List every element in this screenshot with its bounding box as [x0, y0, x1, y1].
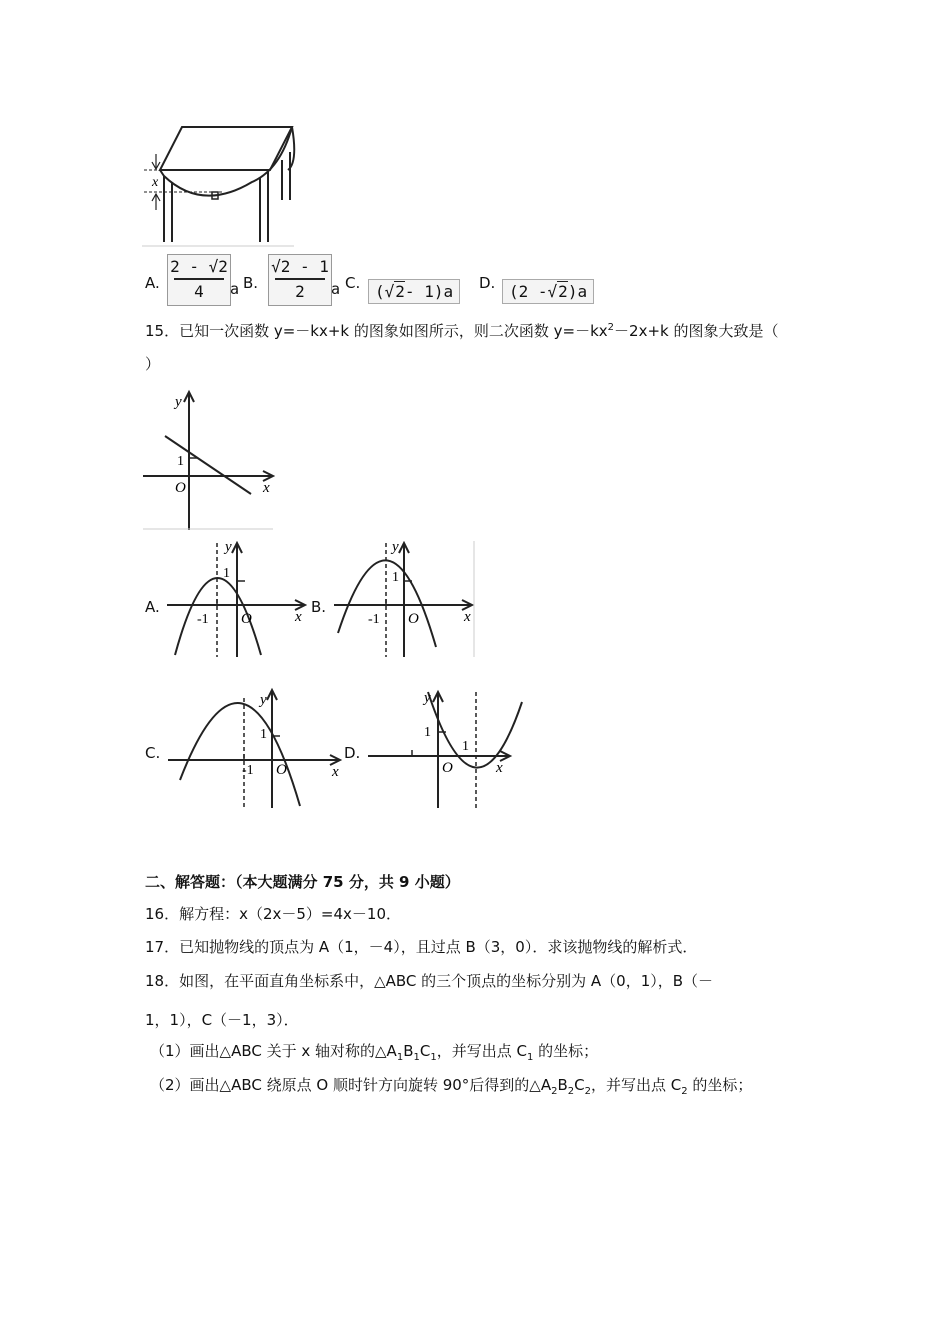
text-seg: ，并写出点 C [591, 1076, 682, 1094]
text-seg: 的坐标； [687, 1076, 753, 1094]
tick-label-neg1: -1 [242, 763, 254, 778]
q17-text: 17．已知抛物线的顶点为 A（1，－4），且过点 B（3，0）．求该抛物线的解析式． [145, 938, 698, 956]
q14-x-label: x [152, 175, 159, 190]
tick-label-x1: 1 [462, 739, 469, 754]
tick-label-1: 1 [392, 570, 399, 585]
text-seg: B [557, 1076, 568, 1094]
q18-part1 [150, 1041, 598, 1068]
axis-label-y: y [260, 692, 267, 708]
fraction-bar [174, 278, 224, 280]
text-seg: （2）画出△ABC 绕原点 O 顺时针方向旋转 90°后得到的△A [150, 1076, 552, 1094]
q18-line2: 1，1），C（－1，3）． [145, 1011, 299, 1029]
q15-option-a-graph [167, 541, 307, 657]
q15-text-post: －2x+k 的图象大致是（ [614, 322, 779, 340]
q15-option-c-label: C. [145, 744, 161, 762]
text-seg: （1）画出△ABC 关于 x 轴对称的△A [150, 1042, 397, 1060]
q14-table-figure [142, 122, 297, 248]
q14-option-d-label: D. [479, 274, 496, 292]
q15-option-a-label: A. [145, 598, 160, 616]
q15-option-d-label: D. [344, 744, 361, 762]
c-expr-open: ( [375, 282, 385, 301]
axis-label-y: y [424, 690, 431, 706]
axis-label-x: x [295, 609, 302, 625]
axis-label-x: x [464, 609, 471, 625]
d-expr-open: (2 - [509, 282, 548, 301]
q14-option-b-numerator: √2 - 1 [271, 257, 329, 276]
q14-option-b-suffix: a [331, 280, 341, 298]
subscript: 1 [526, 1052, 534, 1063]
subscript: 1 [413, 1052, 420, 1063]
subscript: 2 [567, 1086, 575, 1097]
d-expr-radicand: 2 [558, 282, 568, 301]
sqrt-sign: √ [384, 282, 395, 301]
q15-text-sup: 2 [607, 322, 615, 333]
subscript: 2 [584, 1086, 592, 1097]
axis-label-y: y [175, 394, 182, 410]
q14-option-c-label: C. [345, 274, 361, 292]
sqrt-sign: √ [547, 282, 558, 301]
q18-part2 [150, 1075, 752, 1102]
q15-option-b-graph [334, 541, 476, 657]
d-expr-close: )a [567, 282, 588, 301]
tick-label-neg1: -1 [197, 612, 209, 627]
q15-option-d-graph [368, 688, 524, 808]
origin-label: O [408, 611, 419, 627]
origin-label: O [175, 480, 186, 496]
axis-label-x: x [332, 764, 339, 780]
tick-label-1: 1 [260, 727, 267, 742]
q14-option-b-fraction [268, 254, 332, 306]
q14-option-b-denominator: 2 [295, 282, 305, 301]
section-heading: 二、解答题：（本大题满分 75 分，共 9 小题） [145, 873, 460, 891]
q15-option-b-label: B. [311, 598, 327, 616]
q14-option-a-fraction [167, 254, 231, 306]
axis-label-x: x [263, 480, 270, 496]
q15-question-line2: ） [145, 355, 161, 373]
text-seg: C [419, 1042, 431, 1060]
q15-text-pre: 15．已知一次函数 y=－kx+k 的图象如图所示，则二次函数 y=－kx [145, 322, 608, 340]
subscript: 2 [551, 1086, 558, 1097]
tick-label-1: 1 [223, 566, 230, 581]
origin-label: O [241, 611, 252, 627]
subscript: 1 [430, 1052, 437, 1063]
tick-label-neg1: -1 [368, 612, 380, 627]
q15-option-c-graph [168, 676, 344, 808]
q15-linear-graph [143, 388, 275, 530]
axis-label-y: y [392, 541, 399, 555]
q14-option-a-numerator: 2 - √2 [170, 257, 228, 276]
q14-option-a-label: A. [145, 274, 160, 292]
subscript: 2 [681, 1086, 688, 1097]
text-seg: ，并写出点 C [436, 1042, 527, 1060]
q14-option-b-label: B. [243, 274, 259, 292]
q15-question-line1 [145, 318, 779, 341]
q14-option-a-denominator: 4 [194, 282, 204, 301]
tick-label-1: 1 [424, 725, 431, 740]
fraction-bar [275, 278, 325, 280]
subscript: 1 [396, 1052, 404, 1063]
q14-option-a-suffix: a [230, 280, 240, 298]
origin-label: O [276, 762, 287, 778]
text-seg: C [574, 1076, 585, 1094]
c-expr-radicand: 2 [395, 282, 405, 301]
origin-label: O [442, 760, 453, 776]
q14-option-d-expression [502, 279, 594, 304]
text-seg: B [403, 1042, 414, 1060]
axis-label-x: x [496, 760, 503, 776]
q16-text: 16．解方程：x（2x－5）=4x－10． [145, 905, 402, 923]
text-seg: 的坐标； [533, 1042, 599, 1060]
q18-line1: 18．如图，在平面直角坐标系中，△ABC 的三个顶点的坐标分别为 A（0，1），B（－ [145, 972, 714, 990]
tick-label-1: 1 [177, 454, 184, 469]
axis-label-y: y [225, 541, 232, 555]
q14-option-c-expression [368, 279, 460, 304]
c-expr-close: - 1)a [404, 282, 454, 301]
